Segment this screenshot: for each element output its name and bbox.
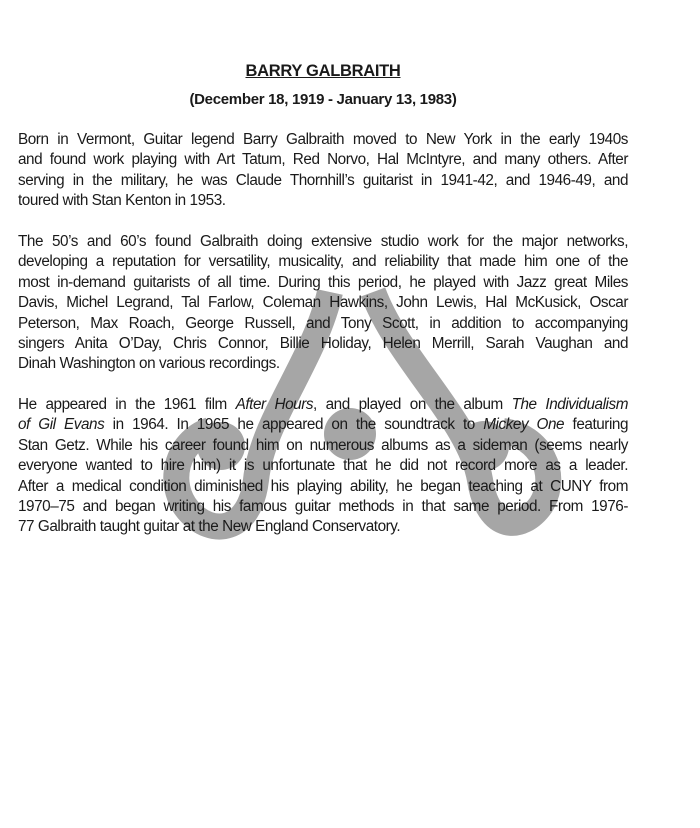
text-line bbox=[18, 436, 628, 456]
text-segment: serving in the military, he was Claude Thornhill’s guitarist in 1941-42, and 1946-49, and bbox=[18, 171, 628, 189]
text-line bbox=[18, 354, 628, 374]
text-line bbox=[18, 171, 628, 191]
text-line bbox=[18, 334, 628, 354]
text-line bbox=[18, 252, 628, 272]
text-segment: singers Anita O’Day, Chris Connor, Billie Holiday, Helen Merrill, Sarah Vaughan and bbox=[18, 334, 628, 352]
text-line bbox=[18, 273, 628, 293]
text-segment: 77 Galbraith taught guitar at the New England Conservatory. bbox=[18, 518, 401, 536]
text-segment: in 1964. In 1965 he appeared on the soundtrack to bbox=[104, 416, 484, 434]
page-title: BARRY GALBRAITH bbox=[245, 62, 401, 80]
paragraph bbox=[18, 130, 628, 212]
text-line bbox=[18, 517, 628, 537]
italic-title-text: Mickey One bbox=[483, 416, 565, 434]
text-segment: everyone wanted to hire him) it is unfortunate that he did not record more as a leader. bbox=[18, 457, 628, 475]
text-segment: After a medical condition diminished his playing ability, he began teaching at CUNY from bbox=[18, 477, 628, 495]
text-line bbox=[18, 395, 628, 415]
text-line bbox=[18, 232, 628, 252]
text-segment: Dinah Washington on various recordings. bbox=[18, 355, 280, 373]
text-segment: featuring bbox=[564, 416, 629, 434]
paragraph bbox=[18, 232, 628, 375]
text-segment: Stan Getz. While his career found him on numerous albums as a sideman (seems nearly bbox=[18, 436, 628, 454]
text-segment: , and played on the album bbox=[313, 396, 512, 414]
text-line bbox=[18, 150, 628, 170]
text-segment: Born in Vermont, Guitar legend Barry Galbraith moved to New York in the early 1940s bbox=[18, 131, 628, 148]
text-segment: toured with Stan Kenton in 1953. bbox=[18, 192, 226, 210]
text-line bbox=[18, 314, 628, 334]
text-segment: and found work playing with Art Tatum, Red Norvo, Hal McIntyre, and many others. After bbox=[18, 151, 628, 169]
text-segment: Davis, Michel Legrand, Tal Farlow, Coleman Hawkins, John Lewis, Hal McKusick, Oscar bbox=[18, 294, 628, 312]
text-line bbox=[18, 497, 628, 517]
text-segment: The 50’s and 60’s found Galbraith doing extensive studio work for the major networks, bbox=[18, 232, 628, 250]
text-line bbox=[18, 293, 628, 313]
italic-title-text: After Hours bbox=[235, 396, 314, 414]
text-segment: most in-demand guitarists of all time. During this period, he played with Jazz great Miles bbox=[18, 273, 628, 291]
text-segment: 1970–75 and began writing his famous guitar methods in that same period. From 1976- bbox=[18, 498, 628, 516]
paragraph bbox=[18, 395, 628, 538]
text-line bbox=[18, 191, 628, 211]
text-line bbox=[18, 456, 628, 476]
text-segment: developing a reputation for versatility, musicality, and reliability that made him one of the bbox=[18, 253, 628, 271]
biography-body bbox=[18, 130, 628, 558]
text-line bbox=[18, 415, 628, 435]
text-segment: He appeared in the 1961 film bbox=[18, 396, 236, 414]
italic-title-text: The Individualism bbox=[511, 396, 628, 414]
text-segment: Peterson, Max Roach, George Russell, and Tony Scott, in addition to accompanying bbox=[18, 314, 628, 332]
italic-title-text: of Gil Evans bbox=[18, 416, 105, 434]
text-line bbox=[18, 477, 628, 497]
life-dates: (December 18, 1919 - January 13, 1983) bbox=[189, 91, 457, 108]
text-line bbox=[18, 130, 628, 150]
